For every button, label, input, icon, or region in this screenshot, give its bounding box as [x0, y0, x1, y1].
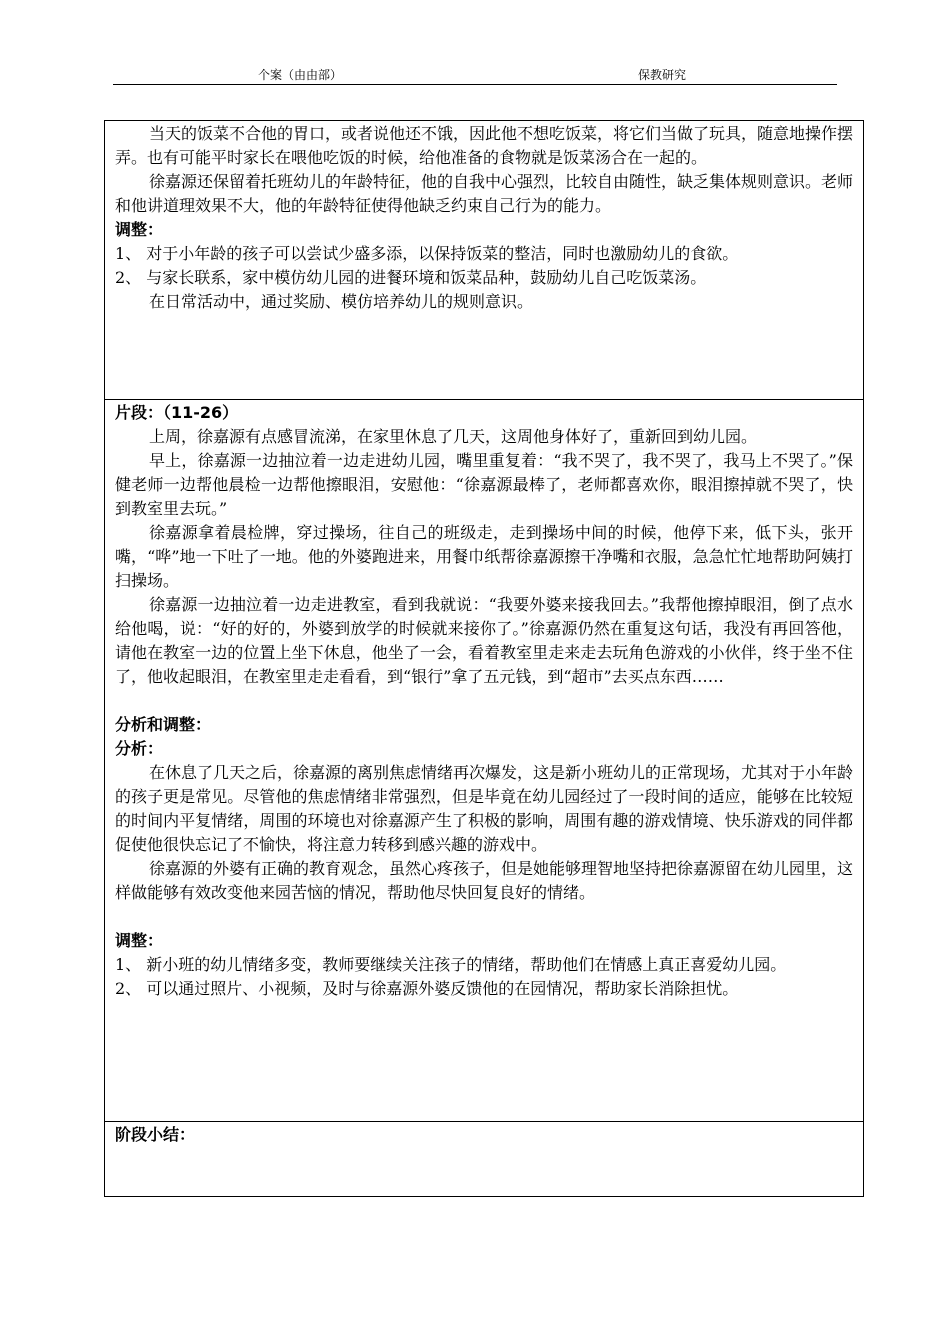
adjust-heading: 调整： — [115, 220, 164, 239]
adjust-heading: 调整： — [115, 931, 164, 950]
paragraph: 徐嘉源还保留着托班幼儿的年龄特征，他的自我中心强烈，比较自由随性，缺乏集体规则意识。老师和他讲道理效果不大，他的年龄特征使得他缺乏约束自己行为的能力。 — [115, 172, 854, 215]
header-right-text: 保教研究 — [638, 68, 687, 82]
analysis-adjust-heading: 分析和调整： — [115, 715, 212, 734]
spacer — [115, 689, 853, 713]
paragraph: 当天的饭菜不合他的胃口，或者说他还不饿，因此他不想吃饭菜，将它们当做了玩具，随意地操作摆弄。也有可能平时家长在喂他吃饭的时候，给他准备的食物就是饭菜汤合在一起的。 — [115, 124, 854, 167]
spacer — [115, 905, 853, 929]
page-header — [113, 66, 837, 85]
table-cell-fragment — [104, 399, 864, 1121]
paragraph: 在休息了几天之后，徐嘉源的离别焦虑情绪再次爆发，这是新小班幼儿的正常现场，尤其对于小年龄的孩子更是常见。尽管他的焦虑情绪非常强烈，但是毕竟在幼儿园经过了一段时间的适应，能够在比较短的时间内平复情绪，周围的环境也对徐嘉源产生了积极的影响，周围有趣的游戏情境、快乐游戏的同伴都促使他很快忘记了不愉快，将注意力转移到感兴趣的游戏中。 — [115, 763, 854, 854]
paragraph: 在日常活动中，通过奖励、模仿培养幼儿的规则意识。 — [149, 292, 534, 311]
analysis-heading: 分析： — [115, 739, 164, 758]
fragment-heading: 片段：（11-26） — [115, 403, 239, 422]
summary-heading: 阶段小结： — [115, 1125, 196, 1144]
paragraph: 徐嘉源的外婆有正确的教育观念，虽然心疼孩子，但是她能够理智地坚持把徐嘉源留在幼儿园里，这样做能够有效改变他来园苦恼的情况，帮助他尽快回复良好的情绪。 — [115, 859, 854, 902]
paragraph: 早上，徐嘉源一边抽泣着一边走进幼儿园，嘴里重复着：“我不哭了，我不哭了，我马上不哭了。”保健老师一边帮他晨检一边帮他擦眼泪，安慰他：“徐嘉源最棒了，老师都喜欢你，眼泪擦掉就不哭了，快到教室里去玩。” — [115, 451, 853, 518]
paragraph: 上周，徐嘉源有点感冒流涕，在家里休息了几天，这周他身体好了，重新回到幼儿园。 — [149, 427, 758, 446]
paragraph: 徐嘉源拿着晨检牌，穿过操场，往自己的班级走，走到操场中间的时候，他停下来，低下头，张开嘴，“哗”地一下吐了一地。他的外婆跑进来，用餐巾纸帮徐嘉源擦干净嘴和衣服，急急忙忙地帮助阿姨打扫操场。 — [115, 523, 853, 590]
list-item: 1、 新小班的幼儿情绪多变，教师要继续关注孩子的情绪，帮助他们在情感上真正喜爱幼儿园。 — [115, 955, 787, 974]
list-item: 2、 可以通过照片、小视频，及时与徐嘉源外婆反馈他的在园情况，帮助家长消除担忧。 — [115, 979, 739, 998]
paragraph: 徐嘉源一边抽泣着一边走进教室，看到我就说：“我要外婆来接我回去。”我帮他擦掉眼泪，倒了点水给他喝，说：“好的好的，外婆到放学的时候就来接你了。”徐嘉源仍然在重复这句话，我没有再回答他，请他在教室一边的位置上坐下休息，他坐了一会，看着教室里走来走去玩角色游戏的小伙伴，终于坐不住了，他收起眼泪，在教室里走走看看，到“银行”拿了五元钱，到“超市”去买点东西…… — [115, 595, 853, 686]
table-cell-summary — [104, 1121, 864, 1197]
table-cell-reflection — [104, 120, 864, 399]
list-item: 2、 与家长联系，家中模仿幼儿园的进餐环境和饭菜品种，鼓励幼儿自己吃饭菜汤。 — [115, 268, 707, 287]
header-left-text: 个案（由由部） — [258, 68, 343, 82]
list-item: 1、 对于小年龄的孩子可以尝试少盛多添，以保持饭菜的整洁，同时也激励幼儿的食欲。 — [115, 244, 739, 263]
